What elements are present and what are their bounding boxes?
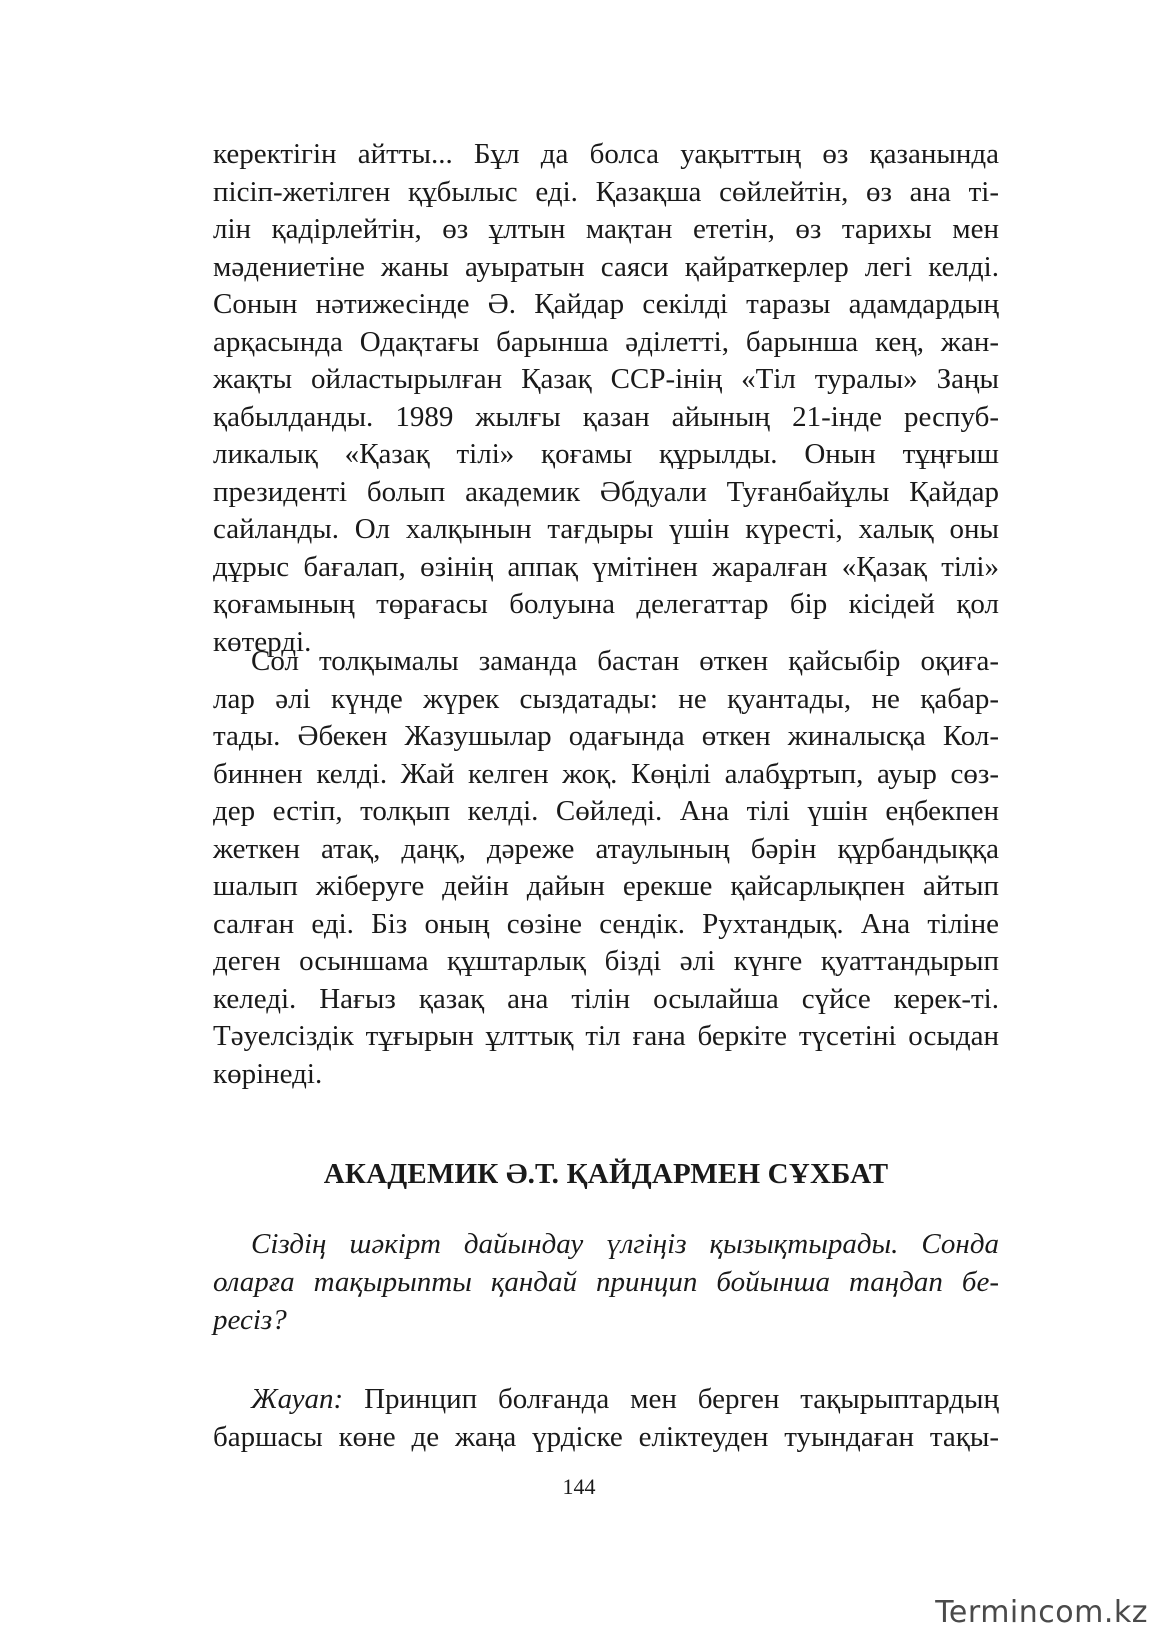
text-line: тады. Әбекен Жазушылар одағында өткен жиналысқа Кол-: [213, 720, 999, 752]
text-line: мәдениетіне жаны ауыратын саяси қайраткерлер легі келді.: [213, 250, 999, 283]
text-line: лін қадірлейтін, өз ұлтын мақтан ететін, өз тарихы мен: [213, 213, 999, 245]
answer-text: Принцип болғанда мен берген тақырыптардың: [364, 1383, 999, 1415]
answer-label: Жауап:: [251, 1383, 344, 1415]
text-line: дұрыс бағалап, өзінің аппақ үмітінен жаралған «Қазақ тілі»: [213, 550, 999, 583]
text-line: жеткен атақ, даңқ, дәреже атаулының бәрін құрбандыққа: [213, 832, 999, 865]
text-line: пісіп-жетілген құбылыс еді. Қазақша сөйлейтін, өз ана ті-: [213, 175, 999, 208]
answer-line: баршасы көне де жаңа үрдіске еліктеуден туындаған тақы-: [213, 1421, 999, 1453]
text-line: арқасында Одақтағы барынша әділетті, барынша кең, жан-: [213, 325, 999, 358]
text-line: көтерді.: [213, 625, 312, 658]
text-line: биннен келді. Жай келген жоқ. Көңілі алабұртып, ауыр сөз-: [213, 757, 999, 790]
question-line: ресіз?: [213, 1304, 287, 1336]
text-line: лар әлі күнде жүрек сыздатады: не қуантады, не қабар-: [213, 682, 999, 715]
watermark-logo: Termincom.kz: [935, 1595, 1148, 1630]
text-line: президенті болып академик Әбдуали Туғанбайұлы Қайдар: [213, 475, 999, 508]
body-paragraph-2: [213, 643, 999, 1093]
text-line: Тәуелсіздік тұғырын ұлттық тіл ғана беркіте түсетіні осыдан: [213, 1020, 999, 1052]
question-line: оларға тақырыпты қандай принцип бойынша таңдап бе-: [213, 1266, 999, 1298]
text-line: Сол толқымалы заманда бастан өткен қайсыбір оқиға-: [251, 645, 999, 677]
text-line: қабылданды. 1989 жылғы қазан айының 21-інде респуб-: [213, 400, 999, 433]
section-heading: АКАДЕМИК Ә.Т. ҚАЙДАРМЕН СҰХБАТ: [323, 1158, 889, 1190]
text-line: керектігін айтты... Бұл да болса уақыттың өз қазанында: [213, 138, 999, 170]
interview-answer: [213, 1380, 999, 1456]
text-line: сайланды. Ол халқынын тағдыры үшін күресті, халық оны: [213, 513, 999, 545]
text-line: Сонын нәтижесінде Ә. Қайдар секілді таразы адамдардың: [213, 288, 999, 320]
text-line: дер естіп, толқып келді. Сөйледі. Ана тілі үшін еңбекпен: [213, 795, 999, 827]
text-line: шалып жіберуге дейін дайын ерекше қайсарлықпен айтып: [213, 870, 999, 902]
page-number: 144: [562, 1474, 596, 1499]
text-line: деген осыншама құштарлық бізді әлі күнге қуаттандырып: [213, 945, 999, 977]
body-paragraph-1: [213, 136, 999, 661]
text-line: көрінеді.: [213, 1057, 323, 1090]
interview-question: [213, 1225, 999, 1339]
question-line: Сіздің шәкірт дайындау үлгіңіз қызықтырады. Сонда: [251, 1228, 999, 1260]
text-line: қоғамының төрағасы болуына делегаттар бір кісідей қол: [213, 588, 999, 620]
text-line: салған еді. Біз оның сөзіне сендік. Рухтандық. Ана тіліне: [213, 907, 999, 940]
text-line: келеді. Нағыз қазақ ана тілін осылайша сүйсе керек-ті.: [213, 982, 999, 1015]
text-line: жақты ойластырылған Қазақ ССР-інің «Тіл туралы» Заңы: [213, 363, 999, 395]
answer-line: [213, 1380, 999, 1418]
text-line: ликалық «Қазақ тілі» қоғамы құрылды. Онын тұңғыш: [213, 438, 999, 470]
